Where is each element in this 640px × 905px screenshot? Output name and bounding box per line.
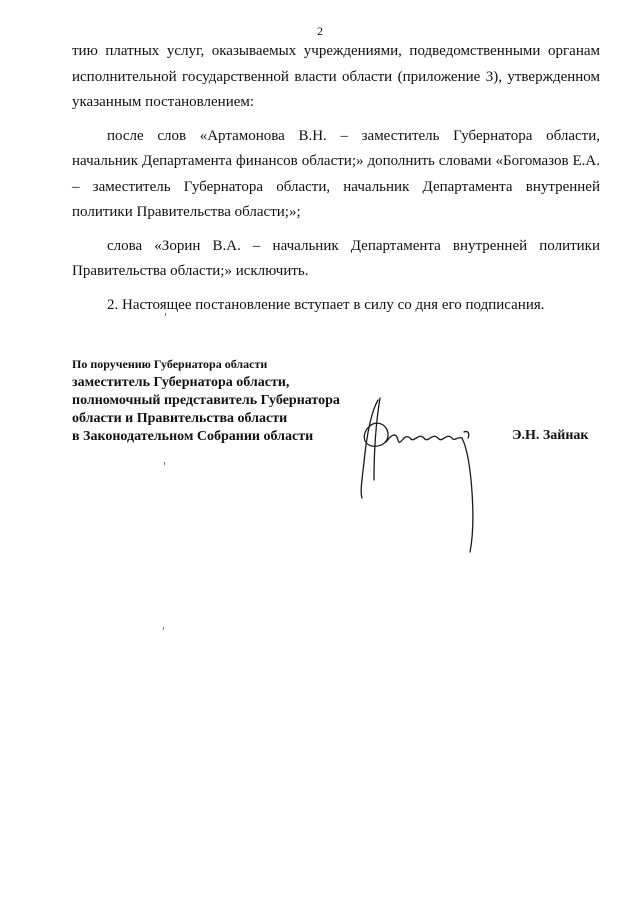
scan-speck xyxy=(164,462,165,465)
handwritten-signature xyxy=(340,392,510,572)
signatory-position-line: области и Правительства области xyxy=(72,411,288,426)
paragraph-amendment-add: после слов «Артамонова В.Н. – заместитель Губернатора области, начальник Департамента финансов области;» дополнить словами «Богомазов Е.А. – заместитель Губернатора области, начальник Департамента внутренней политики Правительства области;»; xyxy=(72,127,600,220)
paragraph-effective-date: 2. Настоящее постановление вступает в силу со дня его подписания. xyxy=(107,296,545,313)
signatory-position-line: заместитель Губернатора области, xyxy=(72,375,290,390)
scan-speck xyxy=(163,627,164,630)
page-number: 2 xyxy=(317,24,323,38)
paragraph-continuation: тию платных услуг, оказываемых учреждениями, подведомственными органам исполнительной государственной власти области (приложение 3), утвержденном указанным постановлением: xyxy=(72,43,600,110)
signatory-commission: По поручению Губернатора области xyxy=(72,357,268,371)
signatory-position-line: в Законодательном Собрании области xyxy=(72,429,314,444)
document-body xyxy=(72,39,600,318)
scan-speck xyxy=(165,313,166,316)
signatory-position-line: полномочный представитель Губернатора xyxy=(72,393,340,408)
signatory-name: Э.Н. Зайнак xyxy=(512,428,589,443)
paragraph-amendment-remove: слова «Зорин В.А. – начальник Департамента внутренней политики Правительства области;» исключить. xyxy=(72,237,600,279)
signatory-block xyxy=(72,356,372,446)
